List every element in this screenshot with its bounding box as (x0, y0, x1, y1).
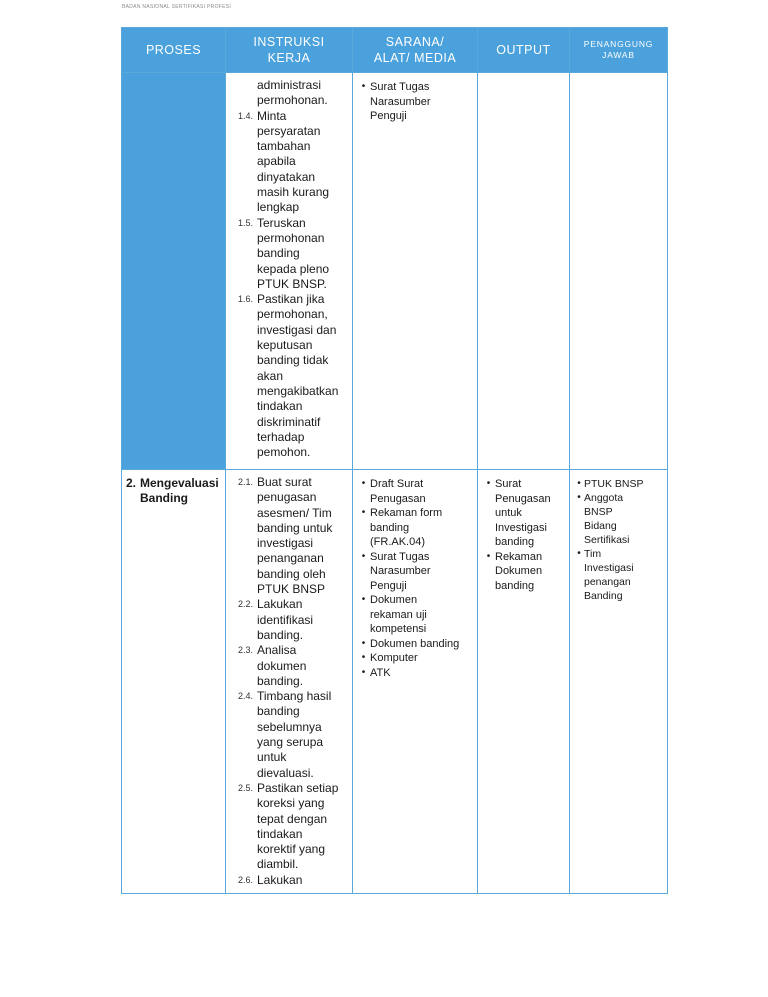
output-item (482, 550, 567, 594)
instruction-step (226, 597, 350, 643)
sarana-cell (353, 470, 478, 894)
step-text-line: akan (257, 368, 284, 383)
step-number: 2.4. (237, 691, 253, 702)
instruction-continuation-line: administrasi (257, 78, 322, 92)
penanggung-jawab-item-line: Anggota (584, 492, 624, 504)
step-text-line: Timbang hasil (257, 689, 332, 704)
sarana-item-line: Draft Surat (370, 478, 424, 490)
step-text-line: permohonan (257, 230, 325, 245)
penanggung-jawab-cell (570, 470, 668, 894)
step-text (257, 292, 350, 460)
instruction-step (226, 216, 350, 292)
header-proses: PROSES (122, 28, 226, 73)
step-text-line: mengakibatkan (257, 383, 339, 398)
bullet-icon: • (361, 666, 366, 678)
penanggung-jawab-cell (570, 73, 668, 470)
step-number: 2.3. (237, 645, 253, 656)
bullet-icon: • (361, 550, 366, 562)
step-text-line: terhadap (257, 429, 305, 444)
sarana-item (357, 477, 475, 506)
step-text-line: Pastikan setiap (257, 780, 339, 795)
proses-number: 2. (126, 476, 137, 490)
step-text-line: banding. (257, 627, 304, 642)
instruksi-cell (226, 470, 353, 894)
instruction-step (226, 689, 350, 781)
step-text-line: banding (257, 246, 300, 261)
output-item-line: Rekaman (495, 550, 543, 563)
step-text-line: banding. (257, 673, 304, 688)
penanggung-jawab-item-line: BNSP (584, 506, 613, 518)
step-text-line: banding oleh (257, 566, 326, 581)
step-text-line: banding tidak (257, 353, 329, 368)
step-text-line: apabila (257, 154, 296, 169)
sarana-item-line: Dokumen banding (370, 637, 460, 650)
instruksi-cell (226, 73, 353, 470)
proses-title-line2: Banding (140, 491, 188, 505)
step-text-line: investigasi dan (257, 322, 337, 337)
bullet-icon: • (577, 548, 581, 559)
step-text (257, 475, 350, 597)
step-text-line: asesmen/ Tim (257, 505, 332, 520)
bullet-icon: • (361, 637, 366, 649)
sop-table (121, 27, 668, 894)
instruction-step (226, 109, 350, 216)
step-text-line: diambil. (257, 857, 299, 872)
step-text-line: Lakukan (257, 597, 303, 612)
bullet-icon: • (361, 81, 366, 92)
step-number: 1.6. (237, 294, 253, 305)
step-text (257, 216, 350, 292)
sarana-item (357, 506, 475, 550)
sarana-item-line: Surat Tugas (370, 550, 430, 563)
header-note: BADAN NASIONAL SERTIFIKASI PROFESI (122, 4, 232, 10)
output-item-line: Investigasi (495, 521, 547, 534)
step-text-line: koreksi yang (257, 796, 325, 811)
step-text-line: permohonan, (257, 307, 328, 322)
step-text-line: diskriminatif (257, 414, 321, 429)
step-text-line: Teruskan (257, 215, 306, 230)
step-text-line: persyaratan (257, 123, 321, 138)
header-penanggung-jawab: PENANGGUNG JAWAB (570, 28, 668, 73)
step-text-line: identifikasi (257, 612, 314, 627)
sarana-item-line: Komputer (370, 652, 418, 664)
step-text-line: tindakan (257, 826, 303, 841)
table-row (122, 73, 668, 470)
penanggung-jawab-item-line: Sertifikasi (584, 534, 630, 546)
table-row (122, 470, 668, 894)
proses-cell-continued (122, 73, 226, 470)
step-text-line: masih kurang (257, 185, 330, 200)
step-text-line: investigasi (257, 536, 314, 551)
step-text (257, 781, 350, 873)
step-text-line: dinyatakan (257, 169, 316, 184)
instruction-step (226, 781, 350, 873)
header-instruksi-kerja: INSTRUKSI KERJA (226, 28, 353, 73)
step-number: 2.2. (237, 599, 253, 610)
sarana-item (357, 550, 475, 594)
output-item-line: Penugasan (495, 492, 551, 505)
sarana-item (357, 593, 475, 637)
sarana-item-line: Penguji (370, 110, 407, 122)
bullet-icon: • (486, 550, 491, 562)
instruction-continuation-line: permohonan. (257, 93, 328, 108)
step-text-line: Buat surat (257, 475, 312, 489)
sarana-item-line: rekaman uji (370, 608, 427, 621)
sarana-item (357, 637, 475, 652)
step-text-line: untuk (257, 750, 287, 765)
instruction-step (226, 475, 350, 597)
output-item-line: banding (495, 579, 535, 592)
step-text-line: banding (257, 704, 300, 719)
output-item (482, 477, 567, 550)
bullet-icon: • (577, 492, 581, 503)
output-item-line: banding (495, 536, 535, 548)
instruction-step (226, 292, 350, 460)
step-text-line: tindakan (257, 399, 303, 414)
sarana-item-line: ATK (370, 666, 391, 679)
step-text-line: tambahan (257, 139, 311, 154)
penanggung-jawab-item-line: PTUK BNSP (584, 478, 644, 490)
proses-cell (122, 470, 226, 894)
step-text-line: penanganan (257, 551, 324, 566)
step-text-line: PTUK BNSP (257, 582, 326, 597)
step-number: 1.4. (237, 110, 253, 121)
step-text-line: PTUK BNSP. (257, 276, 327, 291)
sarana-item-line: (FR.AK.04) (370, 536, 426, 548)
step-text-line: Pastikan jika (257, 292, 325, 307)
step-number: 2.1. (237, 477, 253, 487)
penanggung-jawab-item (574, 477, 665, 491)
output-item-line: Dokumen (495, 565, 543, 577)
step-text-line: Lakukan (257, 872, 303, 887)
penanggung-jawab-item-line: Bidang (584, 520, 617, 532)
table-header-row (122, 28, 668, 73)
sarana-item-line: kompetensi (370, 623, 427, 635)
step-text-line: pemohon. (257, 445, 311, 460)
bullet-icon: • (361, 652, 366, 663)
step-text-line: banding untuk (257, 520, 333, 535)
sarana-cell (353, 73, 478, 470)
step-text (257, 873, 350, 888)
instruction-step (226, 643, 350, 689)
penanggung-jawab-item-line: Tim (584, 548, 602, 560)
sarana-item (357, 80, 475, 124)
header-output: OUTPUT (478, 28, 570, 73)
sarana-item (357, 666, 475, 681)
sarana-item-line: Penguji (370, 579, 407, 592)
step-text-line: Minta (257, 108, 287, 123)
sarana-item-line: Surat Tugas (370, 81, 430, 93)
step-text-line: dokumen (257, 658, 307, 673)
sarana-item-line: Narasumber (370, 95, 431, 108)
step-text-line: Analisa (257, 643, 297, 658)
sarana-item-line: Narasumber (370, 565, 431, 577)
step-text-line: yang serupa (257, 735, 324, 750)
instruction-step (226, 873, 350, 888)
penanggung-jawab-item-line: Investigasi (584, 562, 634, 574)
penanggung-jawab-item-line: penangan (584, 576, 631, 588)
step-number: 2.6. (237, 874, 253, 885)
step-text-line: keputusan (257, 338, 313, 353)
sarana-item-line: Penugasan (370, 492, 426, 505)
sarana-item-line: banding (370, 521, 410, 534)
proses-title-line1: Mengevaluasi (140, 476, 219, 490)
step-text (257, 597, 350, 643)
step-text-line: kepada pleno (257, 261, 330, 276)
output-cell (478, 73, 570, 470)
step-text-line: tepat dengan (257, 811, 328, 826)
header-sarana: SARANA/ ALAT/ MEDIA (353, 28, 478, 73)
bullet-icon: • (577, 478, 581, 489)
bullet-icon: • (361, 594, 366, 605)
sarana-item-line: Rekaman form (370, 507, 443, 519)
sarana-item-line: Dokumen (370, 594, 418, 606)
bullet-icon: • (361, 478, 366, 489)
step-text-line: lengkap (257, 200, 300, 215)
output-item-line: untuk (495, 507, 522, 519)
step-text-line: penugasan (257, 490, 317, 505)
output-item-line: Surat (495, 478, 522, 490)
step-text (257, 109, 350, 216)
step-text (257, 689, 350, 781)
penanggung-jawab-item (574, 491, 665, 547)
sarana-item (357, 651, 475, 666)
bullet-icon: • (486, 478, 491, 489)
penanggung-jawab-item (574, 547, 665, 603)
step-number: 2.5. (237, 782, 253, 793)
output-cell (478, 470, 570, 894)
penanggung-jawab-item-line: Banding (584, 590, 623, 602)
step-text (257, 643, 350, 689)
step-number: 1.5. (237, 217, 253, 228)
bullet-icon: • (361, 507, 366, 518)
step-text-line: dievaluasi. (257, 765, 314, 780)
step-text-line: korektif yang (257, 842, 326, 857)
step-text-line: sebelumnya (257, 719, 322, 734)
